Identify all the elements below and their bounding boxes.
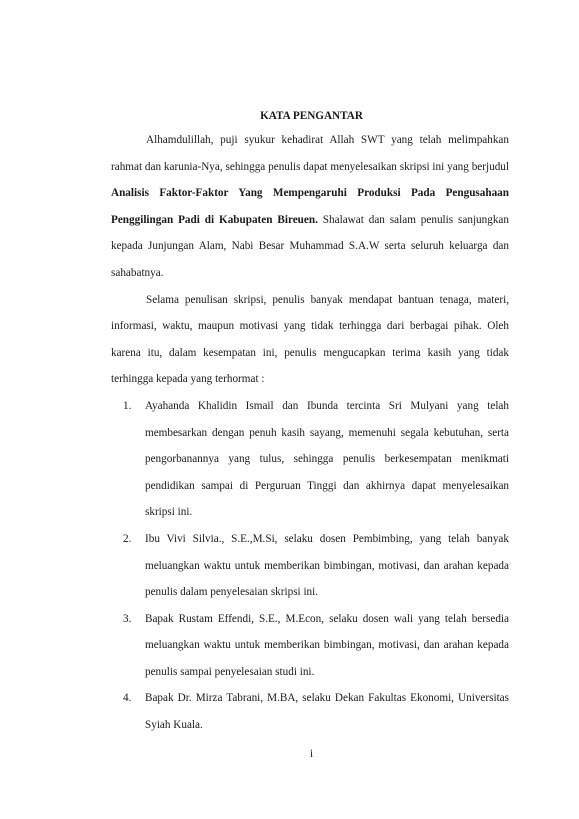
- list-item: [111, 526, 509, 606]
- list-item-number: 2.: [123, 532, 132, 545]
- list-item-text: Bapak Dr. Mirza Tabrani, M.BA, selaku Dekan Fakultas Ekonomi, Universitas Syiah Kuala.: [145, 692, 509, 732]
- document-body: [111, 127, 509, 739]
- list-item-text: Ibu Vivi Silvia., S.E.,M.Si, selaku dosen Pembimbing, yang telah banyak meluangkan waktu untuk memberikan bimbingan, motivasi, dan arahan kepada penulis dalam penyelesaian skripsi ini.: [145, 532, 509, 599]
- paragraph-intro-text-end: Shalawat dan salam penulis sanjungkan kepada Junjungan Alam, Nabi Besar Muhammad S.A.W serta seluruh keluarga dan sahabatnya.: [111, 213, 509, 279]
- list-item: [111, 685, 509, 738]
- paragraph-intro: [111, 127, 509, 287]
- list-item: [111, 606, 509, 686]
- thesis-title-bold: Analisis Faktor-Faktor Yang Mempengaruhi Produksi Pada Pengusahaan Penggilingan Padi di Kabupaten Bireuen.: [111, 187, 509, 226]
- page-title: KATA PENGANTAR: [260, 110, 363, 122]
- paragraph-intro-text-start: Alhamdulillah, puji syukur kehadirat Allah SWT yang telah melimpahkan rahmat dan karunia-Nya, sehingga penulis dapat menyelesaikan skripsi ini yang berjudul: [111, 134, 509, 173]
- list-item-number: 3.: [123, 612, 132, 625]
- list-item: [111, 393, 509, 526]
- acknowledgement-list: [111, 393, 509, 739]
- list-item-text: Bapak Rustam Effendi, S.E., M.Econ, selaku dosen wali yang telah bersedia meluangkan waktu untuk memberikan bimbingan, motivasi, dan arahan kepada penulis sampai penyelesaian studi ini.: [145, 612, 509, 678]
- list-item-number: 4.: [123, 692, 132, 705]
- list-item-number: 1.: [123, 399, 132, 412]
- paragraph-acknowledgement: Selama penulisan skripsi, penulis banyak mendapat bantuan tenaga, materi, informasi, waktu, maupun motivasi yang tidak terhingga dari berbagai pihak. Oleh karena itu, dalam kesempatan ini, penulis mengucapkan terima kasih yang tidak terhingga kepada yang terhormat :: [111, 293, 509, 386]
- list-item-text: Ayahanda Khalidin Ismail dan Ibunda tercinta Sri Mulyani yang telah membesarkan dengan penuh kasih sayang, memenuhi segala kebutuhan, serta pengorbanannya yang tulus, sehingga penulis berkesempatan menikmati pendidikan sampai di Perguruan Tinggi dan akhirnya dapat menyelesaikan skripsi ini.: [145, 399, 509, 519]
- page-number: i: [309, 748, 314, 760]
